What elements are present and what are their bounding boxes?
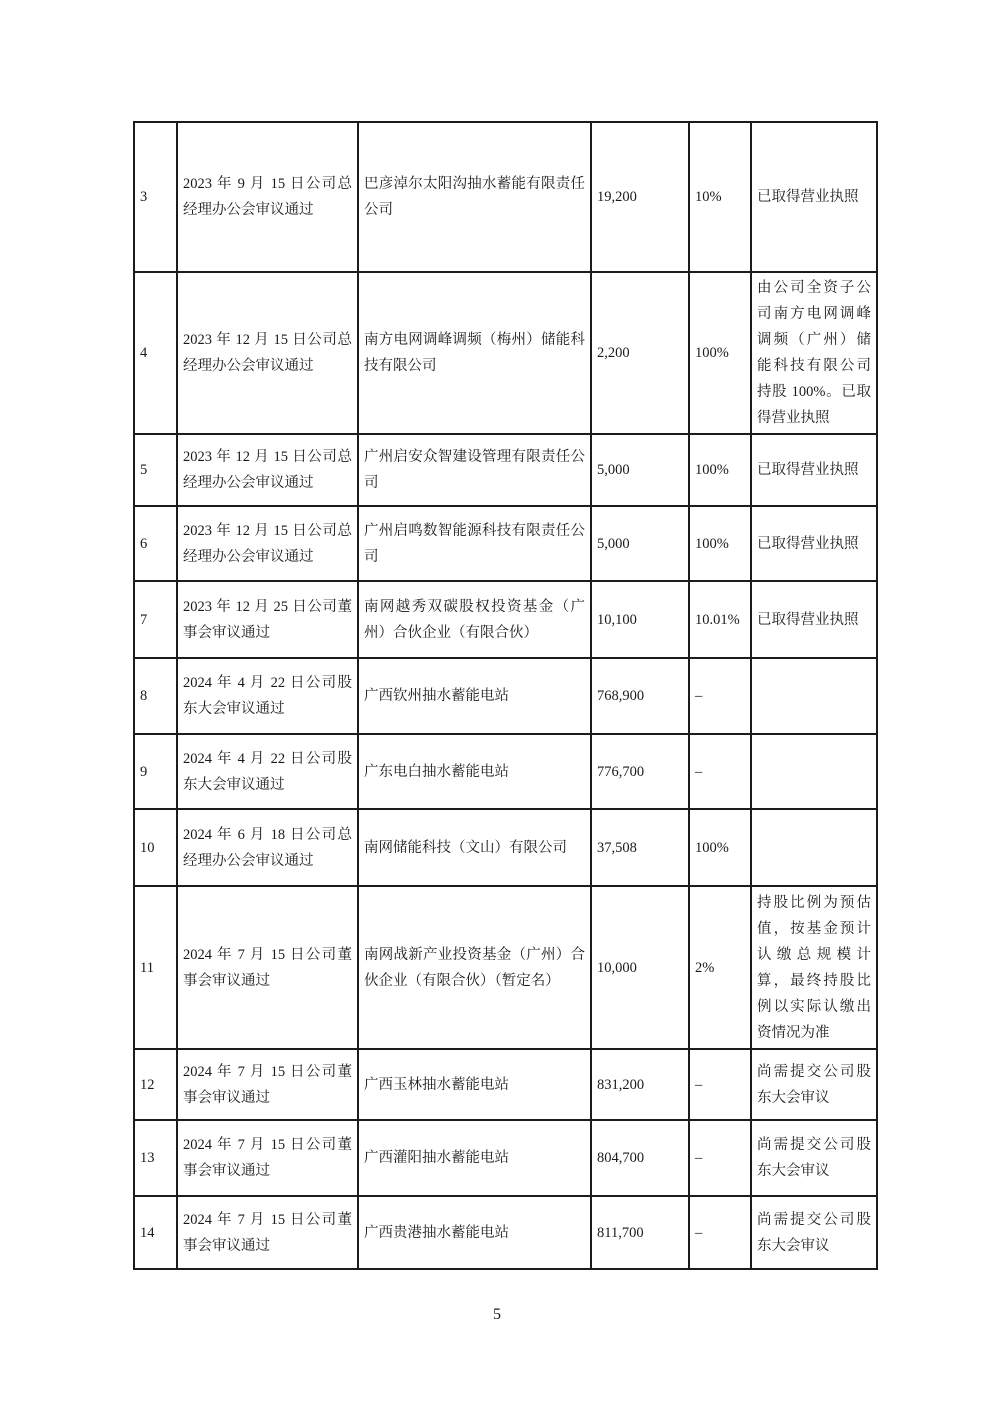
- table-row: [134, 434, 877, 506]
- cell-approval: 2024 年 6 月 18 日公司总经理办公会审议通过: [177, 809, 358, 886]
- cell-approval: 2023 年 12 月 25 日公司董事会审议通过: [177, 581, 358, 658]
- cell-ratio: –: [689, 658, 751, 734]
- cell-ratio: 100%: [689, 506, 751, 581]
- table-row: [134, 122, 877, 272]
- cell-company: 广西贵港抽水蓄能电站: [358, 1196, 591, 1269]
- cell-ratio: –: [689, 1120, 751, 1196]
- cell-approval: 2024 年 7 月 15 日公司董事会审议通过: [177, 1120, 358, 1196]
- cell-amount: 2,200: [591, 272, 689, 434]
- cell-amount: 768,900: [591, 658, 689, 734]
- cell-approval: 2024 年 4 月 22 日公司股东大会审议通过: [177, 734, 358, 809]
- cell-company: 广州启安众智建设管理有限责任公司: [358, 434, 591, 506]
- cell-remark: 尚需提交公司股东大会审议: [751, 1196, 877, 1269]
- table-row: [134, 272, 877, 434]
- cell-ratio: 100%: [689, 272, 751, 434]
- cell-amount: 37,508: [591, 809, 689, 886]
- cell-ratio: 100%: [689, 434, 751, 506]
- cell-remark: 已取得营业执照: [751, 122, 877, 272]
- cell-company: 南方电网调峰调频（梅州）储能科技有限公司: [358, 272, 591, 434]
- cell-approval: 2023 年 12 月 15 日公司总经理办公会审议通过: [177, 506, 358, 581]
- cell-row-number: 4: [134, 272, 177, 434]
- cell-approval: 2024 年 4 月 22 日公司股东大会审议通过: [177, 658, 358, 734]
- cell-ratio: –: [689, 1196, 751, 1269]
- table-row: [134, 581, 877, 658]
- cell-company: 南网越秀双碳股权投资基金（广州）合伙企业（有限合伙）: [358, 581, 591, 658]
- cell-remark: 由公司全资子公司南方电网调峰调频（广州）储能科技有限公司持股 100%。已取得营业执照: [751, 272, 877, 434]
- cell-amount: 804,700: [591, 1120, 689, 1196]
- cell-company: 广州启鸣数智能源科技有限责任公司: [358, 506, 591, 581]
- cell-company: 广西钦州抽水蓄能电站: [358, 658, 591, 734]
- cell-amount: 5,000: [591, 506, 689, 581]
- table-row: [134, 506, 877, 581]
- cell-row-number: 6: [134, 506, 177, 581]
- cell-amount: 776,700: [591, 734, 689, 809]
- table-row: [134, 1196, 877, 1269]
- cell-remark: [751, 734, 877, 809]
- cell-approval: 2024 年 7 月 15 日公司董事会审议通过: [177, 1196, 358, 1269]
- cell-row-number: 11: [134, 886, 177, 1049]
- cell-approval: 2024 年 7 月 15 日公司董事会审议通过: [177, 886, 358, 1049]
- cell-company: 南网战新产业投资基金（广州）合伙企业（有限合伙）（暂定名）: [358, 886, 591, 1049]
- cell-ratio: –: [689, 734, 751, 809]
- cell-ratio: 100%: [689, 809, 751, 886]
- table-row: [134, 1120, 877, 1196]
- cell-approval: 2023 年 9 月 15 日公司总经理办公会审议通过: [177, 122, 358, 272]
- cell-ratio: 10.01%: [689, 581, 751, 658]
- page-number: 5: [493, 1306, 501, 1323]
- cell-row-number: 8: [134, 658, 177, 734]
- cell-remark: 尚需提交公司股东大会审议: [751, 1049, 877, 1120]
- cell-amount: 19,200: [591, 122, 689, 272]
- cell-remark: [751, 809, 877, 886]
- cell-ratio: –: [689, 1049, 751, 1120]
- cell-ratio: 10%: [689, 122, 751, 272]
- cell-amount: 811,700: [591, 1196, 689, 1269]
- cell-remark: 已取得营业执照: [751, 434, 877, 506]
- cell-amount: 5,000: [591, 434, 689, 506]
- cell-row-number: 13: [134, 1120, 177, 1196]
- cell-ratio: 2%: [689, 886, 751, 1049]
- cell-company: 巴彦淖尔太阳沟抽水蓄能有限责任公司: [358, 122, 591, 272]
- cell-company: 广东电白抽水蓄能电站: [358, 734, 591, 809]
- cell-remark: [751, 658, 877, 734]
- cell-approval: 2023 年 12 月 15 日公司总经理办公会审议通过: [177, 272, 358, 434]
- cell-remark: 已取得营业执照: [751, 506, 877, 581]
- table-row: [134, 658, 877, 734]
- cell-remark: 尚需提交公司股东大会审议: [751, 1120, 877, 1196]
- cell-row-number: 3: [134, 122, 177, 272]
- cell-amount: 10,100: [591, 581, 689, 658]
- cell-amount: 10,000: [591, 886, 689, 1049]
- cell-row-number: 5: [134, 434, 177, 506]
- cell-approval: 2023 年 12 月 15 日公司总经理办公会审议通过: [177, 434, 358, 506]
- table-row: [134, 886, 877, 1049]
- cell-row-number: 9: [134, 734, 177, 809]
- cell-remark: 持股比例为预估值，按基金预计认缴总规模计算，最终持股比例以实际认缴出资情况为准: [751, 886, 877, 1049]
- cell-row-number: 14: [134, 1196, 177, 1269]
- cell-row-number: 10: [134, 809, 177, 886]
- approval-table: [133, 121, 878, 1270]
- cell-row-number: 12: [134, 1049, 177, 1120]
- table-row: [134, 809, 877, 886]
- cell-company: 南网储能科技（文山）有限公司: [358, 809, 591, 886]
- cell-amount: 831,200: [591, 1049, 689, 1120]
- cell-remark: 已取得营业执照: [751, 581, 877, 658]
- cell-company: 广西玉林抽水蓄能电站: [358, 1049, 591, 1120]
- cell-row-number: 7: [134, 581, 177, 658]
- table-row: [134, 1049, 877, 1120]
- cell-approval: 2024 年 7 月 15 日公司董事会审议通过: [177, 1049, 358, 1120]
- cell-company: 广西灌阳抽水蓄能电站: [358, 1120, 591, 1196]
- table-row: [134, 734, 877, 809]
